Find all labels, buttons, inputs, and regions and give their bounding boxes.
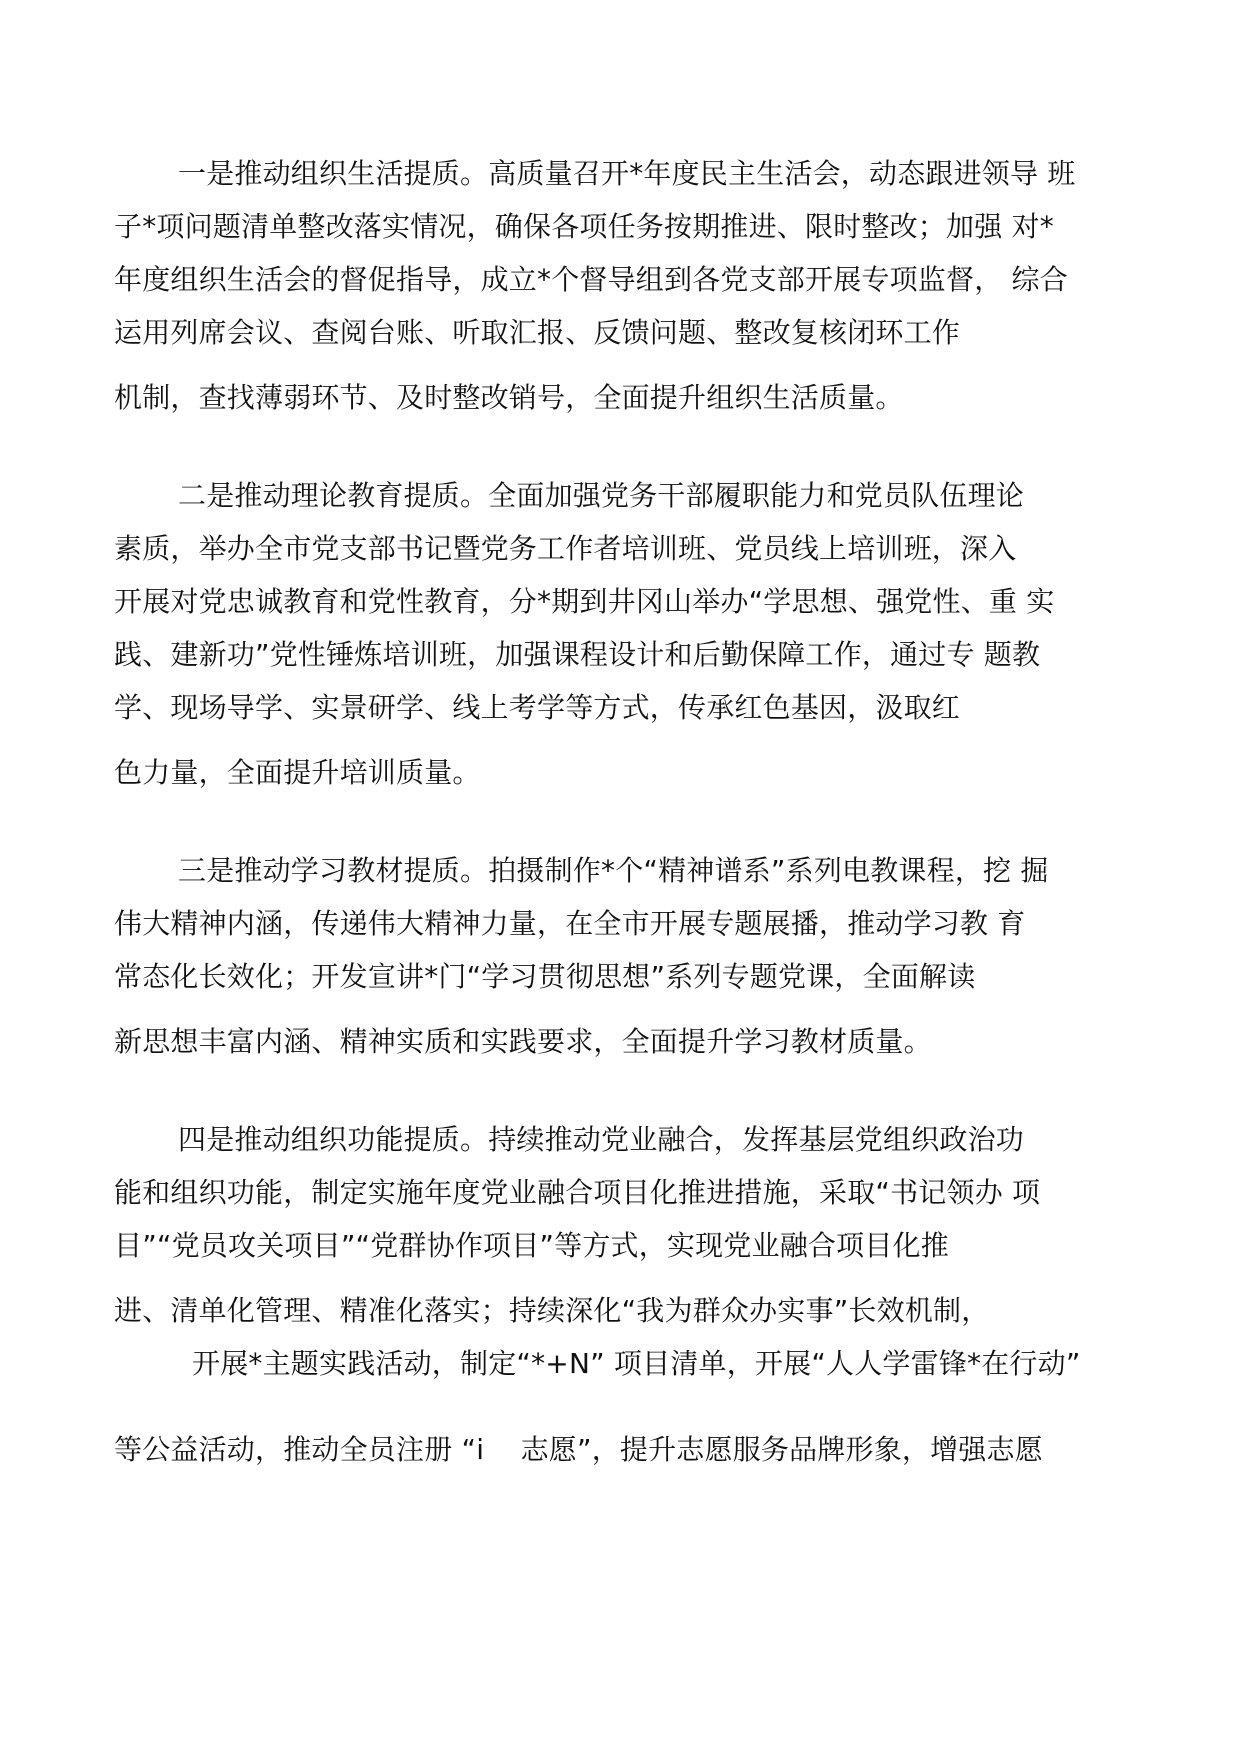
paragraph-2-line-5: 学、现场导学、实景研学、线上考学等方式，传承红色基因，汲取红 <box>114 691 961 724</box>
paragraph-4-line-6: 等公益活动，推动全员注册 “i 志愿”，提升志愿服务品牌形象，增强志愿 <box>114 1433 1043 1466</box>
paragraph-2-line-6: 色力量，全面提升培训质量。 <box>114 756 481 789</box>
paragraph-3-line-2: 伟大精神内涵，传递伟大精神力量，在全市开展专题展播，推动学习教 育 <box>114 907 1026 940</box>
paragraph-3-line-4: 新思想丰富内涵、精神实质和实践要求，全面提升学习教材质量。 <box>114 1025 932 1058</box>
paragraph-4-line-5: 开展*主题实践活动，制定“*+N” 项目清单，开展“人人学雷锋*在行动” <box>192 1347 1081 1380</box>
paragraph-4-line-4: 进、清单化管理、精准化落实；持续深化“我为群众办实事”长效机制， <box>114 1294 990 1327</box>
paragraph-1-line-5: 机制，查找薄弱环节、及时整改销号，全面提升组织生活质量。 <box>114 381 904 414</box>
paragraph-1-line-2: 子*项问题清单整改落实情况，确保各项任务按期推进、限时整改；加强 对* <box>114 210 1054 243</box>
paragraph-4-line-2: 能和组织功能，制定实施年度党业融合项目化推进措施，采取“书记领办 项 <box>114 1176 1041 1209</box>
paragraph-2-line-2: 素质，举办全市党支部书记暨党务工作者培训班、党员线上培训班，深入 <box>114 532 1017 565</box>
paragraph-2-line-3: 开展对党忠诚教育和党性教育，分*期到井冈山举办“学思想、强党性、重 实 <box>114 585 1055 618</box>
paragraph-1-line-1: 一是推动组织生活提质。高质量召开*年度民主生活会，动态跟进领导 班 <box>178 157 1076 190</box>
paragraph-3-line-1: 三是推动学习教材提质。拍摄制作*个“精神谱系”系列电教课程，挖 掘 <box>178 854 1049 887</box>
paragraph-3-line-3: 常态化长效化；开发宣讲*门“学习贯彻思想”系列专题党课，全面解读 <box>114 960 976 993</box>
paragraph-2-line-4: 践、建新功”党性锤炼培训班，加强课程设计和后勤保障工作，通过专 题教 <box>114 638 1041 671</box>
paragraph-4-line-1: 四是推动组织功能提质。持续推动党业融合，发挥基层党组织政治功 <box>178 1123 1025 1156</box>
paragraph-1-line-3: 年度组织生活会的督促指导，成立*个督导组到各党支部开展专项监督， 综合 <box>114 263 1068 296</box>
paragraph-2-line-1: 二是推动理论教育提质。全面加强党务干部履职能力和党员队伍理论 <box>178 479 1025 512</box>
paragraph-1-line-4: 运用列席会议、查阅台账、听取汇报、反馈问题、整改复核闭环工作 <box>114 316 961 349</box>
paragraph-4-line-3: 目”“党员攻关项目”“党群协作项目”等方式，实现党业融合项目化推 <box>114 1229 949 1262</box>
